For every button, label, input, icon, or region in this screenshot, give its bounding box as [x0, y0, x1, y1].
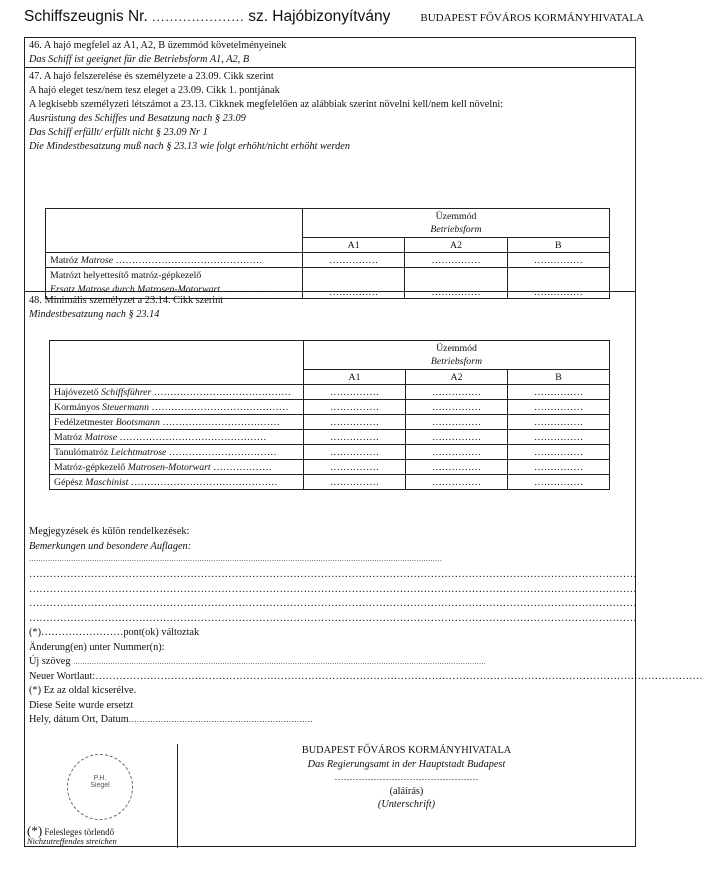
- notes-line: ……………………………………………………………………………………………………………………………………………………………: [29, 598, 637, 609]
- s47-line5: Das Schiff erfüllt/ erfüllt nicht § 23.09 Nr 1: [29, 127, 208, 138]
- row-label-hu: Gépész: [54, 476, 83, 488]
- table-row: [50, 385, 610, 400]
- row-label: [50, 460, 304, 475]
- table47-mode-hu: Üzemmód: [435, 211, 477, 222]
- row-label-de: Steuermann: [102, 401, 149, 413]
- sig-authority-de: Das Regierungsamt in der Hauptstadt Budapest: [307, 758, 506, 770]
- notes-section: [29, 525, 703, 728]
- s48-de: Mindestbesatzung nach § 23.14: [29, 309, 160, 320]
- row-label-dots: ………………: [213, 461, 272, 473]
- s47-line4: Ausrüstung des Schiffes und Besatzung nach § 23.09: [29, 113, 246, 124]
- table47-col-a2: A2: [405, 238, 507, 253]
- cell-a1: ……………: [304, 475, 406, 490]
- cell-a2: ……………: [406, 475, 508, 490]
- row-label-hu: Matróz-gépkezelő: [54, 461, 126, 473]
- replaced-hu: (*) Ez az oldal kicserélve.: [29, 685, 137, 696]
- notes-line: ……………………………………………………………………………………………………………………………………………………………: [29, 569, 637, 580]
- notes-label-de: Bemerkungen und besondere Auflagen:: [29, 540, 192, 552]
- table-row: [50, 415, 610, 430]
- table-row: [50, 460, 610, 475]
- section-48: [25, 293, 635, 322]
- row-label-de: Matrose: [84, 431, 118, 443]
- row-label-hu: Fedélzetmester: [54, 416, 114, 428]
- new-text-hu-dots: ……………………………………………………………………………………………………………………………………………………………: [73, 658, 487, 666]
- s48-hu: 48. Minimális személyzet a 23.14. Cikk szerint: [29, 295, 224, 306]
- new-text-hu: Új szöveg: [29, 656, 71, 667]
- table-row: [50, 445, 610, 460]
- cell-b: ……………: [508, 475, 610, 490]
- row-label-de: Schiffsführer: [101, 386, 152, 398]
- cell-a2: ……………: [406, 460, 508, 475]
- row-label-hu: Kormányos: [54, 401, 100, 413]
- cell-a1: ……………: [303, 268, 405, 299]
- cell-a1: ……………: [303, 253, 405, 268]
- table-48: [49, 340, 610, 490]
- s47-line2: A hajó eleget tesz/nem tesz eleget a 23.09. Cikk 1. pontjának: [29, 85, 280, 96]
- table47-col-b: B: [507, 238, 609, 253]
- table47-corner: [46, 209, 303, 253]
- table48-mode-header: [304, 341, 610, 370]
- row-label: [50, 400, 304, 415]
- cell-a2: ……………: [406, 415, 508, 430]
- cell-b: ……………: [508, 385, 610, 400]
- strike-star: (*): [27, 823, 43, 838]
- place-date-line: [29, 713, 629, 728]
- row-label-dots: ………………………………………: [115, 254, 263, 266]
- document-frame: [24, 37, 703, 847]
- replaced-de: Diese Seite wurde ersetzt: [29, 699, 134, 711]
- row-label-hu: Matróz: [50, 254, 79, 266]
- notes-line: ……………………………………………………………………………………………………………………………………………………………: [29, 612, 637, 624]
- table-row: [50, 475, 610, 490]
- row-label-de: Maschinist: [85, 476, 129, 488]
- notes-line: ……………………………………………………………………………………………………………………………………………………………: [29, 555, 442, 563]
- header-title-de: Schiffszeugnis Nr.: [24, 8, 148, 25]
- table48-mode-de: Betriebsform: [430, 356, 483, 367]
- table47-row1-label: [46, 253, 303, 268]
- table-row: [46, 253, 610, 268]
- row-label-dots: ……………………………………: [153, 386, 291, 398]
- cell-a1: ……………: [304, 460, 406, 475]
- row-label-hu: Matrózt helyettesítő matróz-gépkezelő: [50, 270, 202, 281]
- cell-a1: ……………: [304, 445, 406, 460]
- row-label-dots: ………………………………………: [119, 431, 267, 443]
- table47-mode-header: [303, 209, 610, 238]
- row-label: [50, 475, 304, 490]
- cell-a1: ……………: [304, 400, 406, 415]
- row-label-hu: Tanulómatróz: [54, 446, 109, 458]
- table47-col-a1: A1: [303, 238, 405, 253]
- row-label-hu: Hajóvezető: [54, 386, 99, 398]
- cell-b: ……………: [507, 253, 609, 268]
- table-47: [45, 208, 610, 299]
- row-label-hu: Matróz: [54, 431, 83, 443]
- strike-text-hu: Felesleges törlendő: [44, 827, 115, 837]
- table48-col-a1: A1: [304, 370, 406, 385]
- s47-line6: Die Mindestbesatzung muß nach § 23.13 wie folgt erhöht/nicht erhöht werden: [29, 141, 350, 152]
- cell-b: ……………: [508, 415, 610, 430]
- signature-area: [178, 744, 635, 812]
- table-row: [50, 430, 610, 445]
- signature-label-de: (Unterschrift): [377, 799, 436, 810]
- s47-line3: A legkisebb személyzeti létszámot a 23.13. Cikknek megfelelően az alábbiak szerint növelni kell/nem kell növelni:: [29, 99, 504, 110]
- seal-stamp-hu: P.H.: [93, 775, 107, 782]
- seal-stamp-de: Siegel: [90, 782, 110, 789]
- table48-mode-hu: Üzemmód: [436, 343, 477, 354]
- cell-a2: ……………: [405, 268, 507, 299]
- row-label-dots: ……………: [222, 284, 272, 295]
- cell-a2: ……………: [406, 445, 508, 460]
- row-label: [50, 415, 304, 430]
- cell-a1: ……………: [304, 385, 406, 400]
- sig-authority-hu: BUDAPEST FŐVÁROS KORMÁNYHIVATALA: [301, 745, 512, 756]
- seal-area: [25, 744, 178, 848]
- cell-a2: ……………: [405, 253, 507, 268]
- row-label-de: Matrose: [80, 254, 114, 266]
- cell-b: ……………: [508, 460, 610, 475]
- new-text-de-line: [29, 670, 703, 685]
- header-title-hu: sz. Hajóbizonyítvány: [248, 8, 391, 25]
- cell-b: ……………: [507, 268, 609, 299]
- header-authority: BUDAPEST FŐVÁROS KORMÁNYHIVATALA: [420, 12, 644, 24]
- s46-hu: 46. A hajó megfelel az A1, A2, B üzemmód követelményeinek: [29, 40, 287, 51]
- row-label-de: Matrosen-Motorwart: [127, 461, 211, 473]
- cell-b: ……………: [508, 430, 610, 445]
- row-label-dots: ………………………………………: [130, 476, 278, 488]
- cell-a2: ……………: [406, 400, 508, 415]
- new-text-de: Neuer Wortlaut:: [29, 670, 96, 682]
- table-row: [50, 400, 610, 415]
- place-date-dots: ……………………………………………………………: [128, 715, 313, 724]
- notes-label-hu: Megjegyzések és külön rendelkezések:: [29, 526, 190, 537]
- cell-a2: ……………: [406, 385, 508, 400]
- row-label: [50, 430, 304, 445]
- seal-stamp: [67, 754, 133, 820]
- cell-a1: ……………: [304, 430, 406, 445]
- header-number-dots: …………………: [151, 9, 245, 24]
- signature-label-hu: (aláírás): [389, 785, 424, 797]
- changed-hu: (*)……………………pont(ok) változtak: [29, 627, 200, 638]
- section-46: [25, 38, 635, 68]
- signature-dots: …………………………………………: [334, 772, 479, 782]
- row-label-dots: ……………………………: [168, 446, 277, 458]
- strike-note-de: Nichzutreffendes streichen: [27, 836, 117, 846]
- s46-de: Das Schiff ist geeignet für die Betriebsform A1, A2, B: [29, 54, 250, 65]
- section-47: [25, 68, 635, 298]
- table48-corner: [50, 341, 304, 385]
- new-text-hu-line: [29, 655, 549, 670]
- row-label-de: Bootsmann: [115, 416, 160, 428]
- page-header: [24, 8, 644, 30]
- table48-col-a2: A2: [406, 370, 508, 385]
- table48-col-b: B: [508, 370, 610, 385]
- s47-line1: 47. A hajó felszerelése és személyzete a 23.09. Cikk szerint: [29, 71, 274, 82]
- cell-b: ……………: [508, 400, 610, 415]
- changed-de: Änderung(en) unter Nummer(n):: [29, 641, 165, 653]
- row-label-de: Ersatz Matrose durch Matrosen-Motorwart: [50, 284, 221, 295]
- row-label-dots: ……………………………………: [151, 401, 289, 413]
- row-label: [50, 445, 304, 460]
- row-label: [50, 385, 304, 400]
- cell-a2: ……………: [406, 430, 508, 445]
- place-date-label: Hely, dátum Ort, Datum: [29, 714, 129, 725]
- cell-b: ……………: [508, 445, 610, 460]
- notes-line: ……………………………………………………………………………………………………………………………………………………………: [29, 583, 637, 595]
- new-text-de-dots: ……………………………………………………………………………………………………………………………………………………………: [95, 670, 703, 682]
- row-label-de: Leichtmatrose: [110, 446, 167, 458]
- row-label-dots: ………………………………: [162, 416, 280, 428]
- cell-a1: ……………: [304, 415, 406, 430]
- table47-mode-de: Betriebsform: [430, 224, 482, 235]
